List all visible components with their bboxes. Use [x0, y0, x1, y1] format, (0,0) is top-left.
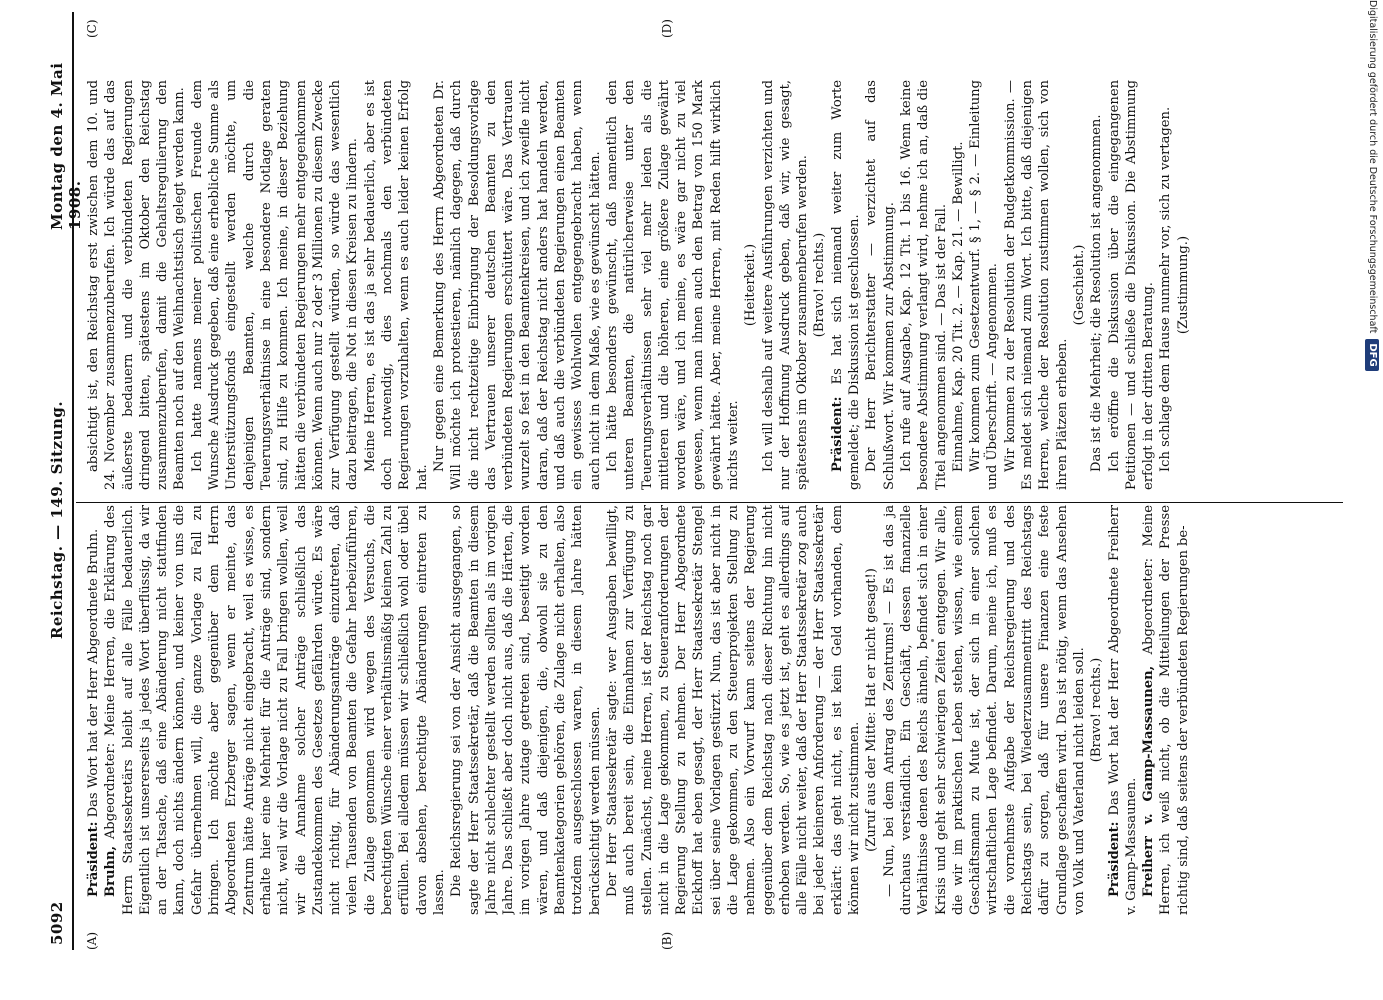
- paragraph-text: absichtigt ist, den Reichstag erst zwischen dem 10. und 24. November zusammenzuberufen. Ich würde das auf das äußerste bedauern und die verbündeten Regierungen dringend bitten, spätestens im Oktober den Reichstag zusammenzuberufen, damit die Gehaltsregulierung den Beamten noch auf den Weihnachtstisch gelegt werden kann.: [86, 80, 188, 490]
- paragraph: [898, 80, 950, 490]
- digitization-notice: [1361, 0, 1383, 1000]
- paragraph: [85, 505, 102, 915]
- paragraph-text: Das ist die Mehrheit; die Resolution ist angenommen.: [1089, 114, 1105, 472]
- paragraph: [102, 505, 448, 915]
- paragraph-text: Ich rufe auf Ausgabe, Kap. 12 Tit. 1 bis 16. Wenn keine besondere Abstimmung verlangt wird, nehme ich an, daß die Titel angenommen sind. — Das ist der Fall.: [898, 80, 949, 490]
- column-divider: [76, 502, 1343, 503]
- paragraph: [881, 505, 1089, 915]
- margin-mark-d: (D): [660, 19, 674, 38]
- paragraph: [863, 80, 898, 490]
- paragraph-text: Ich hätte besonders gewünscht, daß namentlich den unteren Beamten, die natürlicherweise unter den Teuerungsverhältnissen sehr viel mehr leiden als die mittleren und die höheren, eine größere Zulage gewährt worden wäre, und ich meine, es wäre gar nicht zu viel gewesen, wenn man ihnen auch den Betrag von 150 Mark gewährt hätte. Aber, meine Herren, mit Reden hilft wirklich nichts weiter.: [604, 80, 741, 490]
- paragraph: [950, 80, 967, 490]
- header-rule: [72, 12, 74, 950]
- paragraph-text: Ich eröffne die Diskussion über die eingegangenen Petitionen — und schließe die Diskussion. Die Abstimmung erfolgt in der dritten Beratung.: [1106, 80, 1157, 490]
- pencil-mark: [931, 639, 934, 642]
- paragraph: [604, 505, 863, 915]
- paragraph: [967, 80, 1002, 490]
- paragraph-text: Ich will deshalb auf weitere Ausführungen verzichten und nur der Hoffnung Ausdruck geben, daß wir, wie gesagt, spätestens im Oktober zusammenberufen werden.: [760, 80, 811, 490]
- paragraph: [85, 80, 189, 490]
- paragraph: [1106, 505, 1141, 915]
- paragraph: [604, 80, 742, 490]
- paragraph-text: Meine Herren, es ist das ja sehr bedauerlich, aber es ist doch notwendig, dies nochmals den verbündeten Regierungen vorzuhalten, wenn es auch leider keinen Erfolg hat.: [362, 80, 430, 490]
- paragraph: [1088, 505, 1105, 915]
- paragraph: [1175, 80, 1192, 490]
- paragraph: [811, 80, 828, 490]
- paragraph-text: Abgeordneter: Meine Herren, ich weiß nicht, ob die Mitteilungen der Presse richtig sind, daß seitens der verbündeten Regierungen be-: [1141, 505, 1191, 915]
- speaker-name: Präsident:: [1106, 821, 1122, 897]
- paragraph-text: (Bravo! rechts.): [1089, 657, 1105, 763]
- paragraph: [431, 80, 604, 490]
- digitization-notice-text: Digitalisierung gefördert durch die Deutsche Forschungsgemeinschaft: [1367, 0, 1378, 334]
- paragraph: [448, 505, 604, 915]
- paragraph: [760, 80, 812, 490]
- margin-mark-c: (C): [85, 19, 99, 38]
- paragraph-text: Abgeordneter: Meine Herren, die Erklärung des Herrn Staatssekretärs bleibt auf alle Fälle bedauerlich. Eigentlich ist unsererseits ja jedes Wort überflüssig, da wir an der Tatsache, daß eine Abänderung nicht stattfinden kann, doch nichts ändern können, und keiner von uns die Gefahr übernehmen will, die ganze Vorlage zu Fall zu bringen. Ich möchte aber gegenüber dem Herrn Abgeordneten Erzberger sagen, wenn er meinte, das Zentrum hätte Anträge nicht eingebracht, weil es wisse, es erhalte hier eine Mehrheit für die Anträge sind, sondern nicht, weil wir die Vorlage nicht zu Fall bringen wollen, weil wir die Annahme solcher Anträge schließlich das Zustandekommen des Gesetzes gefährden würde. Es wäre nicht richtig, für Abänderungsanträge einzutreten, daß vielen Tausenden von Beamten die Gefahr herbeizuführen, die Zulage genommen wird wegen des Versuchs, die berechtigten Wünsche einer verhältnismäßig kleinen Zahl zu erfüllen. Bei alledem müssen wir schließlich wohl oder übel davon absehen, berechtigte Abänderungen eintreten zu lassen.: [103, 505, 447, 915]
- paragraph-text: Es hat sich niemand weiter zum Worte gemeldet; die Diskussion ist geschlossen.: [829, 80, 863, 490]
- paragraph: [829, 80, 864, 490]
- paragraph: [1140, 505, 1192, 915]
- paragraph: [1088, 80, 1105, 490]
- paragraph-text: (Geschieht.): [1071, 244, 1087, 326]
- paragraph-text: Die Reichsregierung sei von der Ansicht ausgegangen, so sagte der Herr Staatssekretär, daß die Beamten in diesem Jahre nicht schlechter gestellt werden sollten als im vorigen Jahre. Das schließt aber doch nicht aus, daß die Härten, die im vorigen Jahre zutage getreten sind, beseitigt worden wären, und daß diejenigen, die, obwohl sie zu den Beamtenkategorien gehören, die Zulage nicht erhalten, also trotzdem ausgeschlossen waren, in diesem Jahre hätten berücksichtigt werden müssen.: [449, 505, 603, 915]
- paragraph-text: (Zustimmung.): [1175, 235, 1191, 335]
- paragraph-text: Das Wort hat der Herr Abgeordnete Bruhn.: [86, 528, 101, 822]
- session-header: Reichstag. — 149. Sitzung.: [48, 400, 66, 640]
- paragraph-text: Der Herr Staatssekretär sagte: wer Ausgaben bewilligt, muß auch bereit sein, die Einnahmen zur Verfügung zu stellen. Zunächst, meine Herren, ist der Reichstag noch gar nicht in die Lage gekommen, zu Steueranforderungen der Regierung Stellung zu nehmen. Der Herr Abgeordnete Eickhoff hat eben gesagt, der Herr Staatssekretär Stengel sei über seine Vorlagen gestürzt. Nun, das ist aber nicht in die Lage gekommen, zu den Steuerprojekten Stellung zu nehmen. Also ein Vorwurf kann seitens der Regierung gegenüber dem Reichstag nach dieser Richtung hin nicht erhoben werden. So, wie es jetzt ist, geht es allerdings auf alle Fälle nicht weiter, daß der Herr Staatssekretär zog auch bei jeder kleineren Anforderung — der Herr Staatssekretär erklärt: das geht nicht, es ist kein Geld vorhanden, dem können wir nicht zustimmen.: [604, 505, 863, 915]
- speaker-name: Bruhn,: [103, 845, 119, 897]
- paragraph-text: Ich hatte namens meiner politischen Freunde dem Wunsche Ausdruck gegeben, daß eine erhebliche Summe als Unterstützungsfonds eingestellt werden möchte, um denjenigen Beamten, welche durch die Teuerungsverhältnisse in eine besondere Notlage geraten sind, zu Hilfe zu kommen. Ich meine, in dieser Beziehung hätten die verbündeten Regierungen mehr entgegenkommen können. Wenn auch nur 2 oder 3 Millionen zu diesem Zwecke zur Verfügung gestellt würden, so würde das wesentlich dazu beitragen, die Not in diesen Kreisen zu lindern.: [189, 80, 361, 490]
- paragraph-text: Der Herr Berichterstatter — verzichtet auf das Schlußwort. Wir kommen zur Abstimmung.: [864, 80, 897, 490]
- paragraph-text: Nur gegen eine Bemerkung des Herrn Abgeordneten Dr. Will möchte ich protestieren, nämlich dagegen, daß durch die nicht rechtzeitige Einbringung der Besoldungsvorlage das Vertrauen unserer deutschen Beamten zu den verbündeten Regierungen erschüttert wäre. Das Vertrauen wurzelt so fest in den Beamtenkreisen, und ich zweifle nicht daran, daß der Reichstag nicht anders hat handeln werden, und daß auch die verbündeten Regierungen einen Beamten ein gewisses Wohlwollen entgegengebracht haben, wenn auch nicht in dem Maße, wie es gewünscht hätten.: [431, 80, 603, 490]
- dfg-logo-icon: DFG: [1365, 339, 1379, 370]
- speaker-name: Präsident:: [86, 821, 101, 897]
- paragraph-text: (Heiterkeit.): [743, 243, 759, 327]
- paragraph: [1071, 80, 1088, 490]
- paragraph-text: Wir kommen zum Gesetzentwurf. § 1, — § 2. — Einleitung und Überschrift. — Angenommen.: [968, 80, 1001, 490]
- margin-mark-b: (B): [660, 931, 674, 950]
- paragraph: [1157, 80, 1174, 490]
- paragraph-text: (Zuruf aus der Mitte: Hat er nicht gesagt!): [864, 568, 880, 852]
- paragraph: [1002, 80, 1071, 490]
- paragraph: [742, 80, 759, 490]
- page-number: 5092: [48, 901, 66, 945]
- date-header: Montag den 4. Mai 1908.: [48, 62, 84, 230]
- left-text-column: [85, 505, 1363, 915]
- paragraph-text: Das Wort hat der Herr Abgeordnete Freiherr v. Gamp-Massaunen.: [1106, 505, 1139, 915]
- paragraph-text: Einnahme, Kap. 20 Tit. 2. — Kap. 21. — Bewilligt.: [950, 141, 966, 472]
- paragraph-text: — Nun, bei dem Antrag des Zentrums! — Es ist das ja durchaus verständlich. Ein Geschäft, dessen finanzielle Verhältnisse denen des Reichs ähneln, befindet sich in einer Krisis und geht sehr schwierigen Zeiten entgegen. Wir alle, die wir im praktischen Leben stehen, wissen, wie einem Geschäftsmann zu Mute ist, der sich in einer solchen wirtschaftlichen Lage befindet. Darum, meine ich, muß es die vornehmste Aufgabe der Reichsregierung und des Reichstags sein, bei Wiederzusammentritt des Reichstags dafür zu sorgen, daß für unsere Finanzen eine feste Grundlage geschaffen wird. Das ist nötig, wenn das Ansehen von Volk und Vaterland nicht leiden soll.: [881, 505, 1087, 915]
- paragraph: [189, 80, 362, 490]
- paragraph-text: Ich schlage dem Hause nunmehr vor, sich zu vertagen.: [1158, 106, 1174, 472]
- speaker-name: Freiherr v. Gamp-Massaunen,: [1141, 665, 1157, 897]
- paragraph: [863, 505, 880, 915]
- paragraph: [1106, 80, 1158, 490]
- speaker-name: Präsident:: [829, 396, 845, 472]
- paragraph-text: Wir kommen zu der Resolution der Budgetkommission. — Es meldet sich niemand zum Wort. Ich bitte, daß diejenigen Herren, welche der Resolution zustimmen wollen, sich von ihren Plätzen erheben.: [1002, 80, 1070, 490]
- paragraph: [362, 80, 431, 490]
- paragraph-text: (Bravo! rechts.): [812, 232, 828, 338]
- right-text-column: [85, 80, 1363, 490]
- margin-mark-a: (A): [85, 931, 99, 950]
